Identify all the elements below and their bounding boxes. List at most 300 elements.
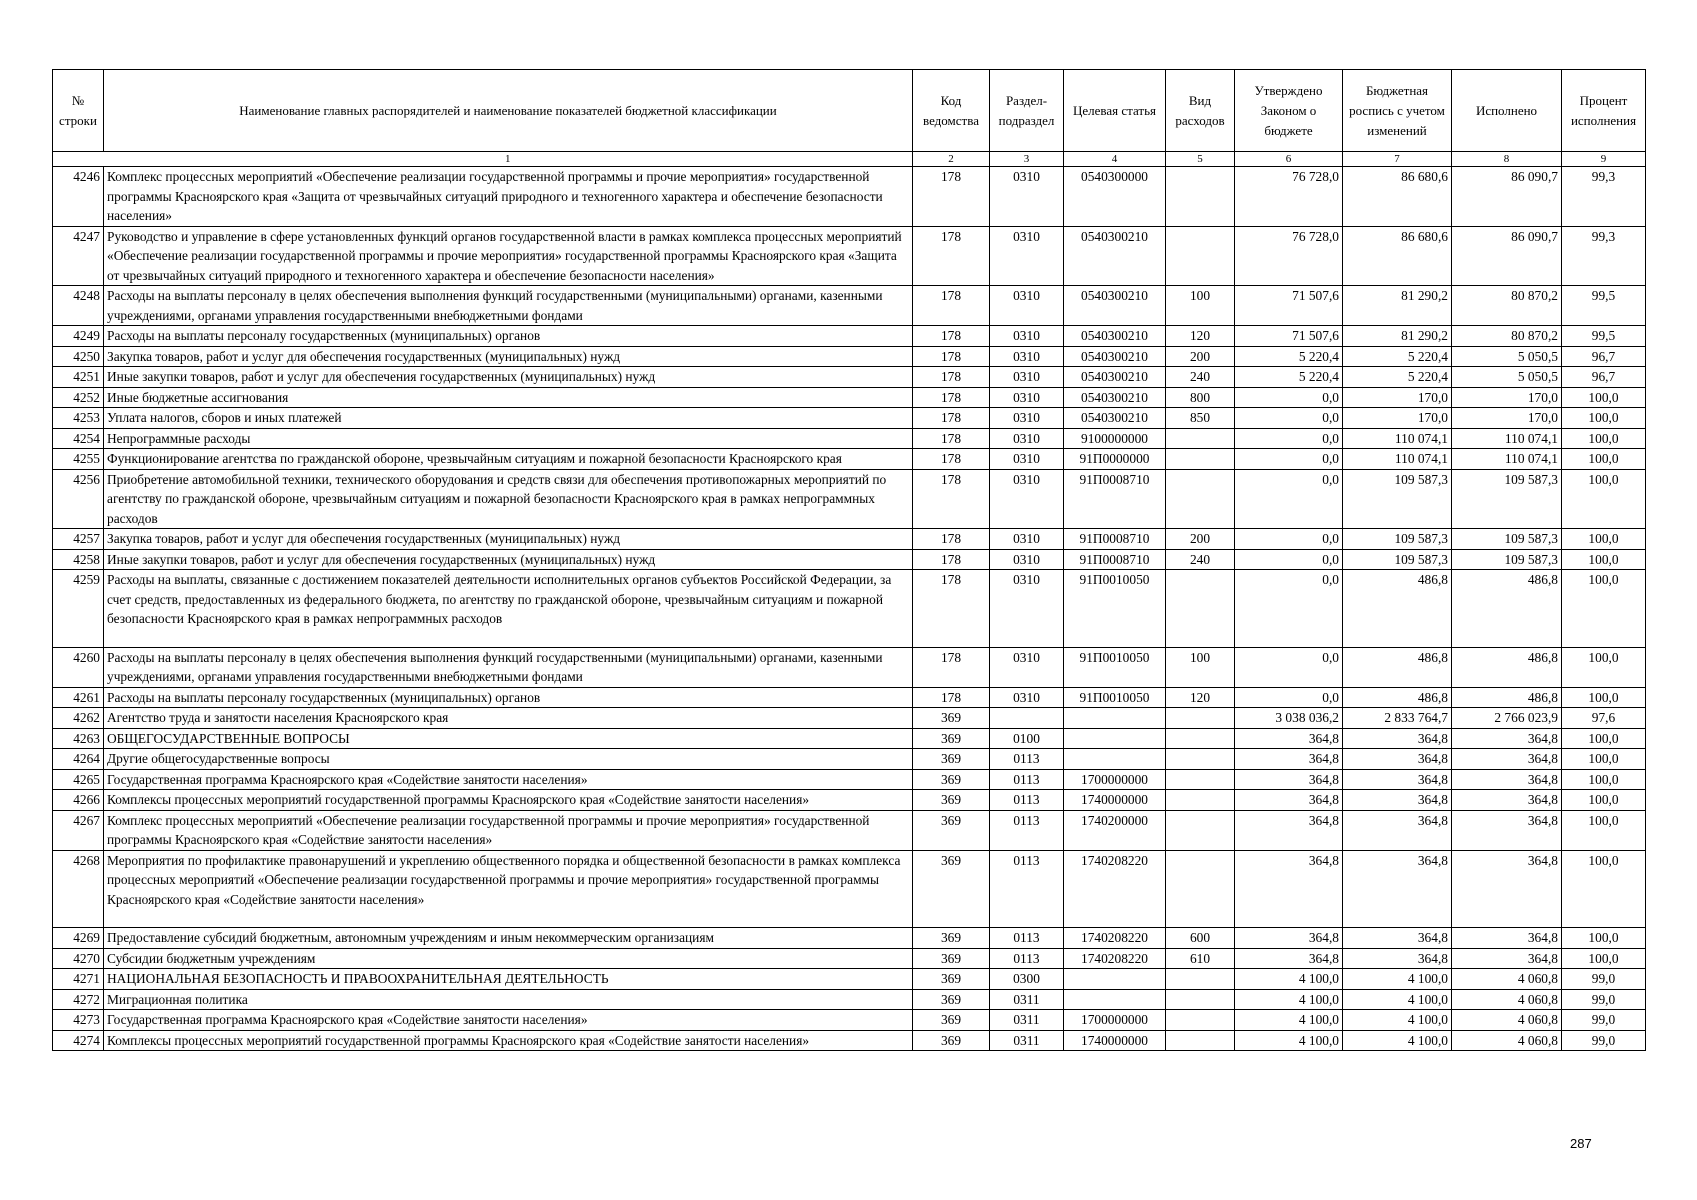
row-target-code: 1740208220 <box>1064 850 1166 928</box>
row-budget: 364,8 <box>1343 749 1452 770</box>
row-executed: 486,8 <box>1452 570 1562 648</box>
row-executed: 86 090,7 <box>1452 226 1562 286</box>
row-dept-code: 178 <box>913 387 990 408</box>
row-approved: 364,8 <box>1235 790 1343 811</box>
row-executed: 80 870,2 <box>1452 286 1562 326</box>
row-approved: 364,8 <box>1235 810 1343 850</box>
row-target-code: 0540300210 <box>1064 387 1166 408</box>
row-budget: 2 833 764,7 <box>1343 708 1452 729</box>
row-section-code: 0310 <box>990 687 1064 708</box>
row-budget: 4 100,0 <box>1343 1030 1452 1051</box>
row-budget: 5 220,4 <box>1343 346 1452 367</box>
row-budget: 81 290,2 <box>1343 326 1452 347</box>
row-executed: 110 074,1 <box>1452 449 1562 470</box>
row-section-code: 0311 <box>990 1030 1064 1051</box>
row-dept-code: 369 <box>913 728 990 749</box>
row-dept-code: 369 <box>913 810 990 850</box>
row-executed: 5 050,5 <box>1452 346 1562 367</box>
row-dept-code: 178 <box>913 226 990 286</box>
row-budget: 364,8 <box>1343 948 1452 969</box>
table-row <box>53 948 1646 969</box>
row-dept-code: 369 <box>913 969 990 990</box>
row-name: Государственная программа Красноярского края «Содействие занятости населения» <box>104 769 913 790</box>
row-section-code: 0310 <box>990 647 1064 687</box>
row-dept-code: 178 <box>913 408 990 429</box>
row-approved: 364,8 <box>1235 769 1343 790</box>
row-name: Уплата налогов, сборов и иных платежей <box>104 408 913 429</box>
row-section-code: 0113 <box>990 850 1064 928</box>
row-dept-code: 178 <box>913 167 990 227</box>
row-target-code: 91П0008710 <box>1064 469 1166 529</box>
row-expense-type: 610 <box>1166 948 1235 969</box>
row-percent: 99,3 <box>1562 226 1646 286</box>
row-budget: 110 074,1 <box>1343 449 1452 470</box>
row-number: 4246 <box>53 167 104 227</box>
row-budget: 170,0 <box>1343 408 1452 429</box>
row-dept-code: 178 <box>913 570 990 648</box>
row-budget: 109 587,3 <box>1343 469 1452 529</box>
row-executed: 364,8 <box>1452 810 1562 850</box>
row-expense-type <box>1166 570 1235 648</box>
row-name: Расходы на выплаты персоналу в целях обеспечения выполнения функций государственными (муниципальными) органами, казенными учреждениями, органами управления государственными внебюджетными фондами <box>104 286 913 326</box>
table-row <box>53 449 1646 470</box>
row-name: Комплекс процессных мероприятий «Обеспечение реализации государственной программы и прочие мероприятия» государственной программы Красноярского края «Защита от чрезвычайных ситуаций природного и техногенного характера и обеспечение безопасности населения» <box>104 167 913 227</box>
table-row <box>53 549 1646 570</box>
table-row <box>53 167 1646 227</box>
row-percent: 100,0 <box>1562 687 1646 708</box>
table-row <box>53 428 1646 449</box>
row-name: Комплексы процессных мероприятий государственной программы Красноярского края «Содействие занятости населения» <box>104 1030 913 1051</box>
row-expense-type <box>1166 449 1235 470</box>
row-percent: 100,0 <box>1562 549 1646 570</box>
row-target-code: 91П0010050 <box>1064 647 1166 687</box>
table-row <box>53 367 1646 388</box>
row-approved: 0,0 <box>1235 408 1343 429</box>
row-approved: 0,0 <box>1235 469 1343 529</box>
row-target-code: 0540300210 <box>1064 367 1166 388</box>
row-dept-code: 369 <box>913 708 990 729</box>
row-dept-code: 369 <box>913 928 990 949</box>
row-budget: 364,8 <box>1343 810 1452 850</box>
row-section-code: 0310 <box>990 428 1064 449</box>
row-number: 4271 <box>53 969 104 990</box>
row-name: Комплексы процессных мероприятий государственной программы Красноярского края «Содействие занятости населения» <box>104 790 913 811</box>
row-percent: 100,0 <box>1562 387 1646 408</box>
row-number: 4249 <box>53 326 104 347</box>
row-target-code: 1740000000 <box>1064 790 1166 811</box>
row-section-code: 0310 <box>990 226 1064 286</box>
row-approved: 4 100,0 <box>1235 1010 1343 1031</box>
row-executed: 486,8 <box>1452 647 1562 687</box>
row-number: 4255 <box>53 449 104 470</box>
row-executed: 109 587,3 <box>1452 469 1562 529</box>
row-expense-type: 120 <box>1166 687 1235 708</box>
row-name: Расходы на выплаты персоналу государственных (муниципальных) органов <box>104 326 913 347</box>
row-target-code: 0540300210 <box>1064 408 1166 429</box>
table-row <box>53 769 1646 790</box>
row-name: Иные закупки товаров, работ и услуг для обеспечения государственных (муниципальных) нужд <box>104 549 913 570</box>
row-approved: 76 728,0 <box>1235 167 1343 227</box>
row-target-code <box>1064 989 1166 1010</box>
header-percent: Процент исполнения <box>1562 70 1646 152</box>
row-executed: 4 060,8 <box>1452 989 1562 1010</box>
column-number: 1 <box>104 152 913 167</box>
column-number-row <box>53 152 1646 167</box>
row-number: 4260 <box>53 647 104 687</box>
row-approved: 4 100,0 <box>1235 1030 1343 1051</box>
table-row <box>53 749 1646 770</box>
row-target-code <box>1064 749 1166 770</box>
row-percent: 99,3 <box>1562 167 1646 227</box>
row-target-code: 91П0008710 <box>1064 529 1166 550</box>
row-expense-type: 800 <box>1166 387 1235 408</box>
row-name: Расходы на выплаты, связанные с достижением показателей деятельности исполнительных органов субъектов Российской Федерации, за счет средств, предоставленных из федерального бюджета, по агентству по гражданской обороне, чрезвычайным ситуациям и пожарной безопасности Красноярского края в рамках непрограммных расходов <box>104 570 913 648</box>
row-name: Функционирование агентства по гражданской обороне, чрезвычайным ситуациям и пожарной безопасности Красноярского края <box>104 449 913 470</box>
row-section-code: 0310 <box>990 286 1064 326</box>
row-number: 4263 <box>53 728 104 749</box>
row-approved: 364,8 <box>1235 749 1343 770</box>
row-number: 4257 <box>53 529 104 550</box>
row-target-code: 0540300210 <box>1064 226 1166 286</box>
row-target-code: 0540300210 <box>1064 346 1166 367</box>
row-section-code: 0100 <box>990 728 1064 749</box>
row-expense-type: 120 <box>1166 326 1235 347</box>
row-expense-type: 240 <box>1166 549 1235 570</box>
row-dept-code: 178 <box>913 687 990 708</box>
row-approved: 71 507,6 <box>1235 326 1343 347</box>
row-section-code: 0113 <box>990 928 1064 949</box>
row-percent: 100,0 <box>1562 408 1646 429</box>
row-approved: 71 507,6 <box>1235 286 1343 326</box>
row-dept-code: 178 <box>913 449 990 470</box>
row-budget: 4 100,0 <box>1343 1010 1452 1031</box>
table-row <box>53 1030 1646 1051</box>
row-target-code: 1700000000 <box>1064 1010 1166 1031</box>
row-expense-type: 200 <box>1166 529 1235 550</box>
table-row <box>53 928 1646 949</box>
row-section-code: 0310 <box>990 449 1064 470</box>
row-executed: 364,8 <box>1452 728 1562 749</box>
row-executed: 364,8 <box>1452 928 1562 949</box>
column-number: 4 <box>1064 152 1166 167</box>
row-section-code: 0310 <box>990 549 1064 570</box>
row-percent: 100,0 <box>1562 647 1646 687</box>
row-target-code <box>1064 969 1166 990</box>
row-number: 4272 <box>53 989 104 1010</box>
row-executed: 110 074,1 <box>1452 428 1562 449</box>
row-percent: 100,0 <box>1562 570 1646 648</box>
column-number: 7 <box>1343 152 1452 167</box>
table-row <box>53 989 1646 1010</box>
table-row <box>53 1010 1646 1031</box>
row-dept-code: 178 <box>913 346 990 367</box>
row-name: Непрограммные расходы <box>104 428 913 449</box>
row-name: Другие общегосударственные вопросы <box>104 749 913 770</box>
row-target-code <box>1064 728 1166 749</box>
row-target-code: 0540300000 <box>1064 167 1166 227</box>
row-expense-type <box>1166 1010 1235 1031</box>
row-percent: 100,0 <box>1562 469 1646 529</box>
row-expense-type: 240 <box>1166 367 1235 388</box>
row-section-code: 0310 <box>990 387 1064 408</box>
row-section-code: 0113 <box>990 810 1064 850</box>
row-percent: 100,0 <box>1562 928 1646 949</box>
column-number: 3 <box>990 152 1064 167</box>
table-row <box>53 708 1646 729</box>
row-number: 4251 <box>53 367 104 388</box>
row-expense-type: 200 <box>1166 346 1235 367</box>
row-name: ОБЩЕГОСУДАРСТВЕННЫЕ ВОПРОСЫ <box>104 728 913 749</box>
row-dept-code: 369 <box>913 1010 990 1031</box>
row-percent: 99,0 <box>1562 989 1646 1010</box>
header-budget: Бюджетная роспись с учетом изменений <box>1343 70 1452 152</box>
row-executed: 364,8 <box>1452 948 1562 969</box>
row-executed: 80 870,2 <box>1452 326 1562 347</box>
row-target-code: 1740208220 <box>1064 928 1166 949</box>
row-executed: 86 090,7 <box>1452 167 1562 227</box>
row-executed: 170,0 <box>1452 387 1562 408</box>
column-number: 5 <box>1166 152 1235 167</box>
row-approved: 3 038 036,2 <box>1235 708 1343 729</box>
row-dept-code: 178 <box>913 549 990 570</box>
row-expense-type <box>1166 790 1235 811</box>
row-name: Руководство и управление в сфере установленных функций органов государственной власти в рамках комплекса процессных мероприятий «Обеспечение реализации государственной программы и прочие мероприятия» государственной программы Красноярского края «Защита от чрезвычайных ситуаций природного и техногенного характера и обеспечение безопасности населения» <box>104 226 913 286</box>
row-section-code: 0310 <box>990 570 1064 648</box>
table-row <box>53 286 1646 326</box>
row-name: Закупка товаров, работ и услуг для обеспечения государственных (муниципальных) нужд <box>104 529 913 550</box>
row-section-code: 0310 <box>990 346 1064 367</box>
page-number: 287 <box>1570 1136 1592 1151</box>
row-budget: 364,8 <box>1343 928 1452 949</box>
row-expense-type <box>1166 850 1235 928</box>
row-section-code: 0310 <box>990 529 1064 550</box>
row-target-code: 0540300210 <box>1064 286 1166 326</box>
row-target-code: 1740200000 <box>1064 810 1166 850</box>
row-section-code: 0310 <box>990 167 1064 227</box>
row-number: 4252 <box>53 387 104 408</box>
row-executed: 364,8 <box>1452 769 1562 790</box>
row-percent: 100,0 <box>1562 948 1646 969</box>
row-number: 4261 <box>53 687 104 708</box>
row-dept-code: 369 <box>913 790 990 811</box>
row-number: 4259 <box>53 570 104 648</box>
row-target-code: 1740208220 <box>1064 948 1166 969</box>
row-approved: 364,8 <box>1235 850 1343 928</box>
row-approved: 5 220,4 <box>1235 367 1343 388</box>
row-approved: 364,8 <box>1235 728 1343 749</box>
row-section-code: 0113 <box>990 790 1064 811</box>
row-budget: 4 100,0 <box>1343 989 1452 1010</box>
table-row <box>53 728 1646 749</box>
row-executed: 109 587,3 <box>1452 549 1562 570</box>
row-number: 4268 <box>53 850 104 928</box>
row-section-code: 0310 <box>990 367 1064 388</box>
row-section-code: 0310 <box>990 408 1064 429</box>
row-percent: 100,0 <box>1562 749 1646 770</box>
row-percent: 100,0 <box>1562 428 1646 449</box>
row-percent: 99,5 <box>1562 326 1646 347</box>
row-approved: 0,0 <box>1235 687 1343 708</box>
row-expense-type: 600 <box>1166 928 1235 949</box>
row-executed: 4 060,8 <box>1452 1030 1562 1051</box>
row-percent: 99,0 <box>1562 1010 1646 1031</box>
row-expense-type <box>1166 989 1235 1010</box>
row-approved: 0,0 <box>1235 647 1343 687</box>
row-executed: 5 050,5 <box>1452 367 1562 388</box>
table-row <box>53 346 1646 367</box>
row-percent: 100,0 <box>1562 810 1646 850</box>
row-approved: 364,8 <box>1235 948 1343 969</box>
row-section-code: 0310 <box>990 469 1064 529</box>
row-dept-code: 178 <box>913 286 990 326</box>
row-target-code: 91П0010050 <box>1064 570 1166 648</box>
row-target-code: 1700000000 <box>1064 769 1166 790</box>
table-row <box>53 529 1646 550</box>
row-expense-type <box>1166 810 1235 850</box>
row-dept-code: 178 <box>913 367 990 388</box>
row-dept-code: 369 <box>913 769 990 790</box>
row-approved: 4 100,0 <box>1235 989 1343 1010</box>
row-dept-code: 369 <box>913 989 990 1010</box>
row-percent: 100,0 <box>1562 790 1646 811</box>
row-target-code: 91П0008710 <box>1064 549 1166 570</box>
row-percent: 100,0 <box>1562 449 1646 470</box>
row-executed: 170,0 <box>1452 408 1562 429</box>
header-approved: Утверждено Законом о бюджете <box>1235 70 1343 152</box>
row-dept-code: 369 <box>913 850 990 928</box>
row-executed: 4 060,8 <box>1452 969 1562 990</box>
row-percent: 100,0 <box>1562 769 1646 790</box>
row-budget: 364,8 <box>1343 790 1452 811</box>
header-target: Целевая статья <box>1064 70 1166 152</box>
column-number: 6 <box>1235 152 1343 167</box>
row-name: Приобретение автомобильной техники, технического оборудования и средств связи для обеспечения противопожарных мероприятий по агентству по гражданской обороне, чрезвычайным ситуациям и пожарной безопасности Красноярского края в рамках непрограммных расходов <box>104 469 913 529</box>
row-number: 4266 <box>53 790 104 811</box>
row-dept-code: 369 <box>913 948 990 969</box>
budget-table <box>52 69 1646 1051</box>
row-percent: 99,0 <box>1562 1030 1646 1051</box>
row-name: Комплекс процессных мероприятий «Обеспечение реализации государственной программы и прочие мероприятия» государственной программы Красноярского края «Содействие занятости населения» <box>104 810 913 850</box>
row-name: Субсидии бюджетным учреждениям <box>104 948 913 969</box>
row-name: Мероприятия по профилактике правонарушений и укреплению общественного порядка и общественной безопасности в рамках комплекса процессных мероприятий «Обеспечение реализации государственной программы и прочие мероприятия» государственной программы Красноярского края «Содействие занятости населения» <box>104 850 913 928</box>
row-executed: 364,8 <box>1452 749 1562 770</box>
row-expense-type <box>1166 167 1235 227</box>
column-number: 2 <box>913 152 990 167</box>
row-section-code: 0113 <box>990 769 1064 790</box>
row-name: Предоставление субсидий бюджетным, автономным учреждениям и иным некоммерческим организациям <box>104 928 913 949</box>
row-budget: 364,8 <box>1343 850 1452 928</box>
row-number: 4253 <box>53 408 104 429</box>
row-name: Иные закупки товаров, работ и услуг для обеспечения государственных (муниципальных) нужд <box>104 367 913 388</box>
row-name: Государственная программа Красноярского края «Содействие занятости населения» <box>104 1010 913 1031</box>
row-budget: 486,8 <box>1343 687 1452 708</box>
header-name: Наименование главных распорядителей и наименование показателей бюджетной классификации <box>104 70 913 152</box>
row-expense-type <box>1166 749 1235 770</box>
row-executed: 2 766 023,9 <box>1452 708 1562 729</box>
row-percent: 100,0 <box>1562 529 1646 550</box>
row-approved: 0,0 <box>1235 387 1343 408</box>
row-executed: 364,8 <box>1452 790 1562 811</box>
row-section-code: 0113 <box>990 749 1064 770</box>
row-approved: 5 220,4 <box>1235 346 1343 367</box>
table-row <box>53 469 1646 529</box>
row-number: 4247 <box>53 226 104 286</box>
header-dept: Код ведомства <box>913 70 990 152</box>
header-executed: Исполнено <box>1452 70 1562 152</box>
row-expense-type <box>1166 969 1235 990</box>
row-expense-type <box>1166 226 1235 286</box>
row-number: 4256 <box>53 469 104 529</box>
row-dept-code: 178 <box>913 469 990 529</box>
table-row <box>53 850 1646 928</box>
row-executed: 4 060,8 <box>1452 1010 1562 1031</box>
row-budget: 486,8 <box>1343 647 1452 687</box>
table-row <box>53 408 1646 429</box>
table-row <box>53 810 1646 850</box>
table-row <box>53 326 1646 347</box>
row-number: 4264 <box>53 749 104 770</box>
row-section-code: 0311 <box>990 989 1064 1010</box>
row-budget: 4 100,0 <box>1343 969 1452 990</box>
row-executed: 364,8 <box>1452 850 1562 928</box>
column-number: 9 <box>1562 152 1646 167</box>
row-target-code <box>1064 708 1166 729</box>
row-expense-type: 100 <box>1166 286 1235 326</box>
table-row <box>53 387 1646 408</box>
row-budget: 110 074,1 <box>1343 428 1452 449</box>
row-executed: 109 587,3 <box>1452 529 1562 550</box>
row-number: 4262 <box>53 708 104 729</box>
row-number: 4250 <box>53 346 104 367</box>
row-approved: 4 100,0 <box>1235 969 1343 990</box>
row-budget: 170,0 <box>1343 387 1452 408</box>
table-row <box>53 226 1646 286</box>
row-percent: 96,7 <box>1562 367 1646 388</box>
row-expense-type <box>1166 708 1235 729</box>
row-section-code: 0300 <box>990 969 1064 990</box>
row-budget: 86 680,6 <box>1343 167 1452 227</box>
row-number: 4265 <box>53 769 104 790</box>
row-section-code: 0311 <box>990 1010 1064 1031</box>
row-percent: 97,6 <box>1562 708 1646 729</box>
row-approved: 364,8 <box>1235 928 1343 949</box>
row-approved: 76 728,0 <box>1235 226 1343 286</box>
row-budget: 81 290,2 <box>1343 286 1452 326</box>
row-percent: 99,0 <box>1562 969 1646 990</box>
row-budget: 5 220,4 <box>1343 367 1452 388</box>
row-name: Расходы на выплаты персоналу государственных (муниципальных) органов <box>104 687 913 708</box>
row-budget: 364,8 <box>1343 769 1452 790</box>
row-approved: 0,0 <box>1235 529 1343 550</box>
row-expense-type <box>1166 469 1235 529</box>
table-row <box>53 570 1646 648</box>
row-target-code: 9100000000 <box>1064 428 1166 449</box>
row-percent: 100,0 <box>1562 850 1646 928</box>
row-section-code: 0113 <box>990 948 1064 969</box>
row-name: Закупка товаров, работ и услуг для обеспечения государственных (муниципальных) нужд <box>104 346 913 367</box>
row-name: НАЦИОНАЛЬНАЯ БЕЗОПАСНОСТЬ И ПРАВООХРАНИТЕЛЬНАЯ ДЕЯТЕЛЬНОСТЬ <box>104 969 913 990</box>
row-approved: 0,0 <box>1235 549 1343 570</box>
row-budget: 364,8 <box>1343 728 1452 749</box>
row-number: 4248 <box>53 286 104 326</box>
row-budget: 486,8 <box>1343 570 1452 648</box>
row-expense-type <box>1166 728 1235 749</box>
row-section-code: 0310 <box>990 326 1064 347</box>
row-number: 4254 <box>53 428 104 449</box>
table-row <box>53 969 1646 990</box>
row-expense-type: 100 <box>1166 647 1235 687</box>
row-number: 4274 <box>53 1030 104 1051</box>
